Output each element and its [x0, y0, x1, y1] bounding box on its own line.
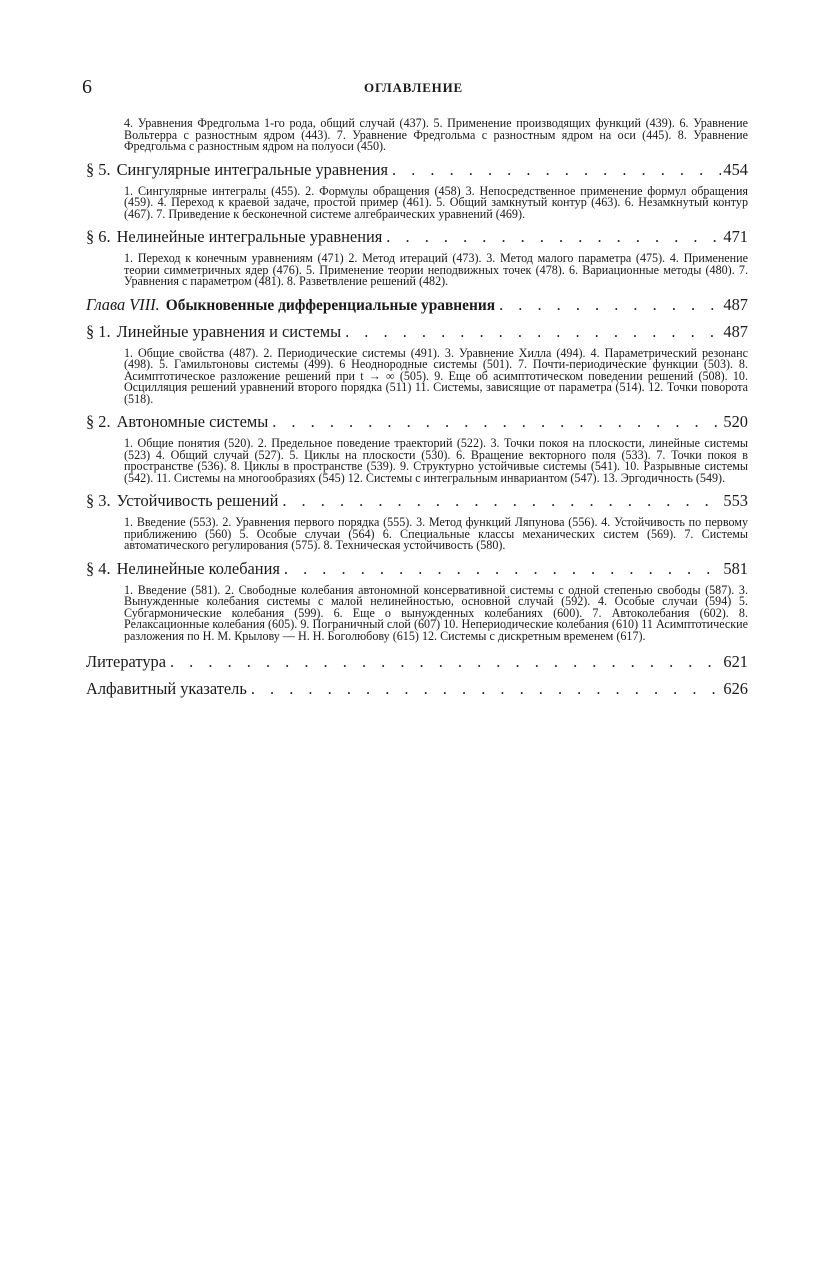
toc-entry-literature[interactable]	[86, 652, 748, 672]
section-description: 1. Переход к конечным уравнениям (471) 2. Метод итераций (473). 3. Метод малого параметра (475). 4. Применение теории симметричных ядер (476). 5. Применение теории неподвижных точек (478). 6. Вариационные методы (480). 7. Уравнения с параметром (481). 8. Разветвление решений (482).	[124, 251, 748, 288]
page-ref: 454	[723, 159, 748, 179]
dot-leader	[388, 160, 721, 180]
entry-title: Литература	[86, 652, 166, 671]
section-title: Сингулярные интегральные уравнения	[116, 159, 388, 179]
dot-leader	[268, 412, 721, 432]
section-description: 4. Уравнения Фредгольма 1-го рода, общий случай (437). 5. Применение производящих функций (439). 6. Уравнение Вольтерра с разностным ядром (443). 7. Уравнение Фредгольма с разностным ядром на оси (445). 8. Уравнение Фредгольма с разностным ядром на полуоси (450).	[124, 116, 748, 153]
dot-leader	[166, 652, 721, 672]
entry-title: Алфавитный указатель	[86, 679, 247, 698]
page-ref: 621	[723, 652, 748, 671]
dot-leader	[278, 491, 721, 511]
toc-entry-index[interactable]	[86, 679, 748, 699]
chapter-title: Обыкновенные дифференциальные уравнения	[165, 296, 496, 314]
page-ref: 520	[723, 412, 748, 431]
dot-leader	[341, 322, 721, 342]
section-description: 1. Введение (553). 2. Уравнения первого порядка (555). 3. Метод функций Ляпунова (556). 4. Устойчивость по первому приближению (560) 5. Особые случаи (564) 6. Специальные классы механических систем (569). 7. Системы автоматического регулирования (575). 8. Техническая устойчивость (580).	[124, 515, 748, 552]
page-ref: 487	[723, 321, 748, 341]
page-number: 6	[82, 76, 92, 98]
page-ref: 553	[723, 491, 748, 510]
section-number: § 1.	[86, 321, 111, 341]
section-description: 1. Сингулярные интегралы (455). 2. Формулы обращения (458) 3. Непосредственное применение формул обращения (459). 4. Переход к краевой задаче, простой пример (461). 5. Общий замкнутый контур (463). 6. Незамкнутый контур (467). 7. Приведение к бесконечной системе алгебраических уравнений (469).	[124, 183, 748, 221]
section-number: § 2.	[86, 412, 111, 431]
toc-entry-section-3[interactable]	[86, 491, 748, 511]
section-title: Автономные системы	[116, 412, 269, 431]
toc-entry-section-4[interactable]	[86, 559, 748, 579]
section-title: Нелинейные колебания	[116, 558, 280, 578]
section-title: Нелинейные интегральные уравнения	[116, 227, 383, 246]
section-description: 1. Введение (581). 2. Свободные колебания автономной консервативной системы с одной степенью свободы (587). 3. Вынужденные колебания системы с малой нелинейностью, основной случай (592). 4. Особые случаи (594) 5. Субгармонические колебания (599). 6. Еще о вынужденных колебаниях (600). 7. Автоколебания (602). 8. Релаксационные колебания (605). 9. Пограничный слой (607) 10. Непериодические колебания (610) 11 Асимптотические разложения по Н. М. Крылову — Н. Н. Боголюбову (615) 12. Системы с дискретным временем (617).	[124, 582, 748, 643]
page-ref: 471	[723, 227, 748, 246]
section-title: Линейные уравнения и системы	[116, 321, 342, 341]
page-ref: 626	[723, 679, 748, 698]
section-description: 1. Общие свойства (487). 2. Периодические системы (491). 3. Уравнение Хилла (494). 4. Параметрический резонанс (498). 5. Гамильтоновы системы (499). 6 Неоднородные системы (501). 7. Почти-периодические функции (503). 8. Асимптотическое разложение решений при t → ∞ (505). 9. Еще об асимптотическом поведении решений (508). 10. Осцилляция решений уравнений второго порядка (511) 11. Системы, зависящие от параметра (514). 12. Точки поворота (518).	[124, 345, 748, 406]
section-number: § 3.	[86, 491, 111, 510]
toc-entry-section-5[interactable]	[86, 160, 748, 180]
dot-leader	[382, 227, 721, 247]
section-number: § 6.	[86, 227, 111, 246]
section-title: Устойчивость решений	[116, 491, 279, 510]
running-header: ОГЛАВЛЕНИЕ	[364, 80, 463, 95]
section-description: 1. Общие понятия (520). 2. Предельное поведение траекторий (522). 3. Точки покоя на плоскости, линейные системы (523) 4. Общий случай (527). 5. Циклы на плоскости (530). 6. Вращение векторного поля (533). 7. Точки покоя в пространстве (536). 8. Циклы в пространстве (539). 9. Структурно устойчивые системы (541). 10. Разрывные системы (542). 11. Системы на многообразиях (545) 12. Системы с интегральным инвариантом (547). 13. Эргодичность (549).	[124, 436, 748, 485]
section-number: § 5.	[86, 159, 111, 179]
page-ref: 487	[723, 294, 748, 314]
toc-entry-section-6[interactable]	[86, 227, 748, 247]
toc-entry-chapter-8[interactable]	[86, 295, 748, 315]
dot-leader	[247, 679, 722, 699]
section-number: § 4.	[86, 558, 111, 578]
chapter-label: Глава VIII.	[86, 294, 160, 314]
dot-leader	[495, 295, 721, 315]
toc-body	[86, 118, 748, 699]
page-ref: 581	[723, 558, 748, 578]
toc-entry-section-2[interactable]	[86, 412, 748, 432]
toc-entry-section-1[interactable]	[86, 322, 748, 342]
dot-leader	[280, 559, 722, 579]
